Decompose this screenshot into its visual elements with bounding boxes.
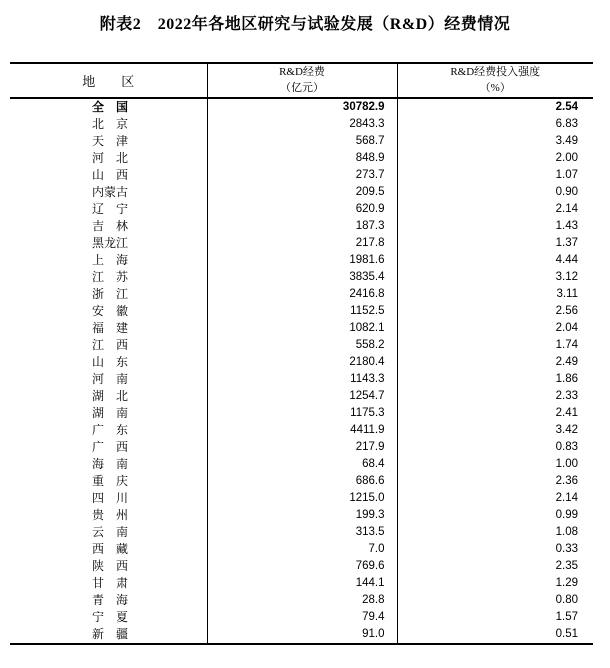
expenditure-cell: 686.6 (207, 473, 397, 490)
region-cell: 内蒙古 (92, 185, 129, 199)
expenditure-cell: 4411.9 (207, 422, 397, 439)
intensity-cell: 2.56 (555, 305, 578, 317)
region-cell: 辽 宁 (92, 202, 129, 216)
table-row (10, 235, 593, 252)
table-row (10, 286, 593, 303)
region-cell: 江 苏 (92, 270, 129, 284)
intensity-cell: 3.12 (555, 271, 578, 283)
header-expenditure (207, 63, 397, 98)
table-row (10, 252, 593, 269)
header-expenditure-line2: （亿元） (280, 81, 324, 94)
expenditure-cell: 558.2 (207, 337, 397, 354)
region-cell: 福 建 (92, 321, 129, 335)
intensity-cell: 1.00 (555, 458, 578, 470)
intensity-cell: 2.33 (555, 390, 578, 402)
table-row (10, 609, 593, 626)
expenditure-cell: 217.8 (207, 235, 397, 252)
table-row (10, 218, 593, 235)
region-cell: 全 国 (92, 100, 129, 114)
region-cell: 浙 江 (92, 287, 129, 301)
expenditure-cell: 144.1 (207, 575, 397, 592)
intensity-cell: 1.57 (555, 611, 578, 623)
expenditure-cell: 2843.3 (207, 116, 397, 133)
header-expenditure-line1: R&D经费 (279, 66, 325, 79)
expenditure-cell: 199.3 (207, 507, 397, 524)
region-cell: 吉 林 (92, 219, 129, 233)
table-row (10, 133, 593, 150)
region-cell: 天 津 (92, 134, 129, 148)
table-body (10, 98, 593, 644)
header-region: 地 区 (10, 63, 207, 98)
expenditure-cell: 1143.3 (207, 371, 397, 388)
region-cell: 山 西 (92, 168, 129, 182)
table-row (10, 490, 593, 507)
table-row (10, 167, 593, 184)
expenditure-cell: 1152.5 (207, 303, 397, 320)
expenditure-cell: 620.9 (207, 201, 397, 218)
expenditure-cell: 68.4 (207, 456, 397, 473)
intensity-cell: 2.54 (555, 101, 578, 113)
region-cell: 甘 肃 (92, 576, 129, 590)
intensity-cell: 2.14 (555, 492, 578, 504)
rd-expenditure-table (10, 62, 593, 645)
expenditure-cell: 3835.4 (207, 269, 397, 286)
region-cell: 河 北 (92, 151, 129, 165)
expenditure-cell: 1981.6 (207, 252, 397, 269)
intensity-cell: 1.37 (555, 237, 578, 249)
region-cell: 广 东 (92, 423, 129, 437)
intensity-cell: 1.29 (555, 577, 578, 589)
intensity-cell: 2.35 (555, 560, 578, 572)
region-cell: 宁 夏 (92, 610, 129, 624)
expenditure-cell: 28.8 (207, 592, 397, 609)
intensity-cell: 0.51 (555, 628, 578, 640)
table-row (10, 150, 593, 167)
expenditure-cell: 1215.0 (207, 490, 397, 507)
table-row (10, 541, 593, 558)
table-row (10, 98, 593, 116)
region-cell: 山 东 (92, 355, 129, 369)
table-row (10, 337, 593, 354)
header-intensity-line2: （%） (479, 81, 511, 94)
intensity-cell: 0.83 (555, 441, 578, 453)
intensity-cell: 1.07 (555, 169, 578, 181)
header-intensity-line1: R&D经费投入强度 (450, 66, 541, 79)
intensity-cell: 3.49 (555, 135, 578, 147)
table-row (10, 320, 593, 337)
table-header (10, 63, 593, 98)
region-cell: 北 京 (92, 117, 129, 131)
table-row (10, 405, 593, 422)
intensity-cell: 2.14 (555, 203, 578, 215)
intensity-cell: 0.80 (555, 594, 578, 606)
region-cell: 广 西 (92, 440, 129, 454)
table-row (10, 422, 593, 439)
intensity-cell: 6.83 (555, 118, 578, 130)
table-row (10, 456, 593, 473)
region-cell: 江 西 (92, 338, 129, 352)
region-cell: 河 南 (92, 372, 129, 386)
table-row (10, 201, 593, 218)
table-row (10, 371, 593, 388)
expenditure-cell: 1175.3 (207, 405, 397, 422)
expenditure-cell: 1254.7 (207, 388, 397, 405)
intensity-cell: 2.04 (555, 322, 578, 334)
intensity-cell: 3.11 (556, 288, 578, 300)
region-cell: 西 藏 (92, 542, 129, 556)
intensity-cell: 2.00 (555, 152, 578, 164)
region-cell: 海 南 (92, 457, 129, 471)
intensity-cell: 2.41 (555, 407, 578, 419)
table-row (10, 626, 593, 644)
region-cell: 贵 州 (92, 508, 129, 522)
expenditure-cell: 2416.8 (207, 286, 397, 303)
intensity-cell: 1.08 (555, 526, 578, 538)
expenditure-cell: 2180.4 (207, 354, 397, 371)
table-row (10, 558, 593, 575)
region-cell: 四 川 (92, 491, 129, 505)
table-row (10, 575, 593, 592)
expenditure-cell: 568.7 (207, 133, 397, 150)
table-row (10, 524, 593, 541)
expenditure-cell: 217.9 (207, 439, 397, 456)
intensity-cell: 4.44 (555, 254, 578, 266)
table-header-row (10, 63, 593, 98)
region-cell: 黑龙江 (92, 236, 129, 250)
expenditure-cell: 79.4 (207, 609, 397, 626)
expenditure-cell: 209.5 (207, 184, 397, 201)
region-cell: 安 徽 (92, 304, 129, 318)
expenditure-cell: 313.5 (207, 524, 397, 541)
table-row (10, 473, 593, 490)
table-row (10, 507, 593, 524)
table-row (10, 439, 593, 456)
expenditure-cell: 1082.1 (207, 320, 397, 337)
intensity-cell: 2.49 (555, 356, 578, 368)
expenditure-cell: 187.3 (207, 218, 397, 235)
expenditure-cell: 273.7 (207, 167, 397, 184)
region-cell: 新 疆 (92, 627, 129, 641)
region-cell: 青 海 (92, 593, 129, 607)
table-row (10, 388, 593, 405)
table-row (10, 354, 593, 371)
expenditure-cell: 7.0 (207, 541, 397, 558)
intensity-cell: 1.74 (555, 339, 578, 351)
intensity-cell: 0.90 (555, 186, 578, 198)
intensity-cell: 3.42 (555, 424, 578, 436)
region-cell: 湖 南 (92, 406, 129, 420)
region-cell: 陕 西 (92, 559, 129, 573)
table-row (10, 269, 593, 286)
intensity-cell: 1.86 (555, 373, 578, 385)
expenditure-cell: 769.6 (207, 558, 397, 575)
header-intensity (397, 63, 593, 98)
intensity-cell: 2.36 (555, 475, 578, 487)
region-cell: 云 南 (92, 525, 129, 539)
intensity-cell: 0.99 (555, 509, 578, 521)
table-row (10, 116, 593, 133)
expenditure-cell: 91.0 (207, 626, 397, 644)
table-row (10, 184, 593, 201)
intensity-cell: 0.33 (555, 543, 578, 555)
expenditure-cell: 30782.9 (207, 98, 397, 116)
region-cell: 重 庆 (92, 474, 129, 488)
expenditure-cell: 848.9 (207, 150, 397, 167)
table-row (10, 303, 593, 320)
table-row (10, 592, 593, 609)
region-cell: 上 海 (92, 253, 129, 267)
region-cell: 湖 北 (92, 389, 129, 403)
page-title: 附表2 2022年各地区研究与试验发展（R&D）经费情况 (99, 16, 511, 33)
intensity-cell: 1.43 (555, 220, 578, 232)
